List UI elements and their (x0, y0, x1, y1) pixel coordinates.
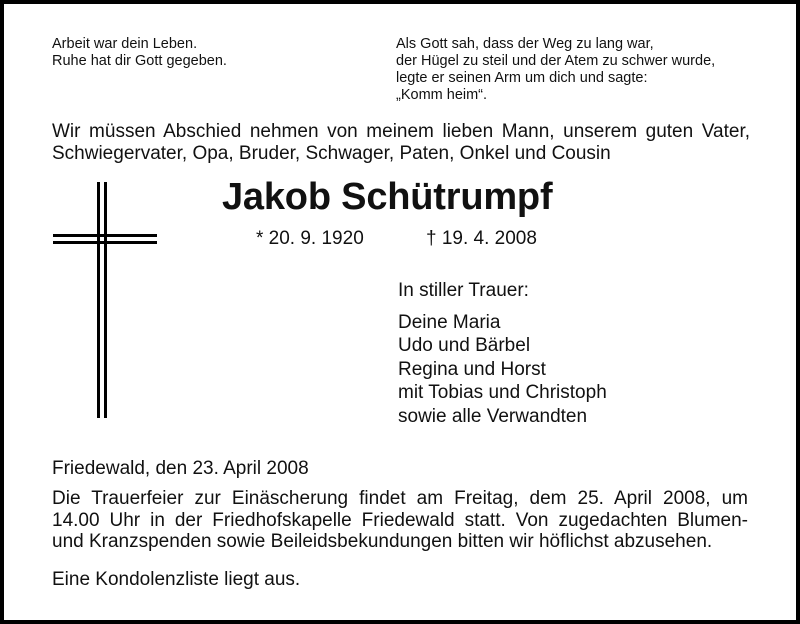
mourner-name: mit Tobias und Christoph (398, 382, 607, 403)
service-info-line: und Kranzspenden sowie Beileidsbekundungen bitten wir höflichst abzusehen. (52, 531, 713, 552)
cross-icon (53, 182, 157, 418)
farewell-intro-line: Schwiegervater, Opa, Bruder, Schwager, Paten, Onkel und Cousin (52, 143, 611, 164)
verse-right-line: legte er seinen Arm um dich und sagte: (396, 70, 648, 86)
mourner-name: sowie alle Verwandten (398, 405, 588, 427)
death-date: † 19. 4. 2008 (426, 228, 537, 249)
mourner-name: Regina und Horst (398, 358, 546, 380)
service-info-line: 14.00 Uhr in der Friedhofskapelle Friedewald statt. Von zugedachten Blumen- (52, 509, 748, 531)
verse-left-line: Arbeit war dein Leben. (52, 36, 198, 52)
farewell-intro (52, 121, 750, 165)
deceased-name: Jakob Schütrumpf (222, 176, 553, 218)
verse-left (52, 36, 227, 70)
mourner-name: Udo und Bärbel (398, 335, 531, 356)
birth-date: * 20. 9. 1920 (256, 228, 364, 249)
verse-right-line: der Hügel zu steil und der Atem zu schwer wurde, (396, 53, 716, 69)
verse-right-line: „Komm heim“. (396, 87, 488, 103)
farewell-intro-line: Wir müssen Abschied nehmen von meinem lieben Mann, unserem guten Vater, (52, 121, 750, 142)
place-date: Friedewald, den 23. April 2008 (52, 458, 309, 479)
service-info-line: Die Trauerfeier zur Einäscherung findet am Freitag, dem 25. April 2008, um (52, 488, 748, 509)
mourner-name: Deine Maria (398, 311, 501, 333)
verse-right-line: Als Gott sah, dass der Weg zu lang war, (396, 36, 654, 52)
service-info (52, 488, 748, 553)
mourners-block (398, 279, 607, 428)
verse-left-line: Ruhe hat dir Gott gegeben. (52, 53, 227, 69)
mourning-heading: In stiller Trauer: (398, 280, 529, 301)
condolence-note: Eine Kondolenzliste liegt aus. (52, 569, 301, 590)
verse-right (396, 36, 715, 104)
